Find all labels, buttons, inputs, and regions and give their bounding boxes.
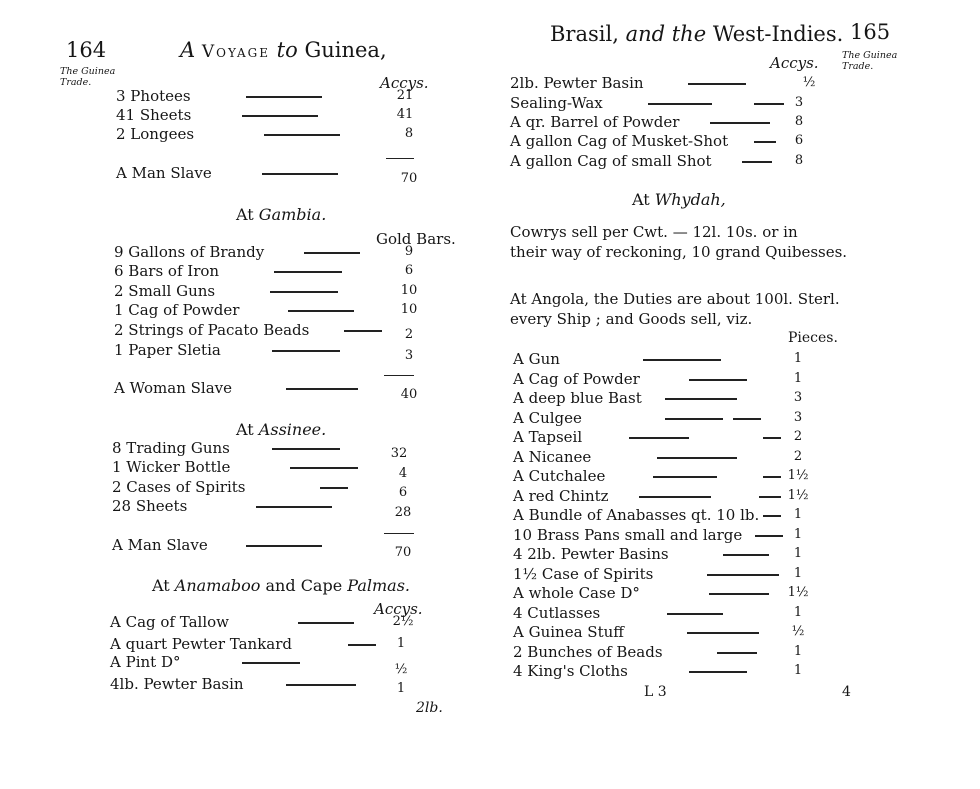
item-label: 4 Cutlasses <box>513 603 601 622</box>
item-value: 3 <box>404 348 414 363</box>
item-value: 8 <box>404 126 414 141</box>
item-label: 6 Bars of Iron <box>114 262 220 280</box>
item-value: 1 <box>396 681 406 696</box>
item-value: 6 <box>398 485 408 500</box>
list-item <box>513 661 833 681</box>
list-item <box>110 652 430 677</box>
item-label: 10 Brass Pans small and large <box>513 525 743 544</box>
running-head <box>180 38 387 62</box>
item-label: 2 Small Guns <box>114 282 216 300</box>
item-label: 41 Sheets <box>116 106 192 124</box>
item-label: A Cutchalee <box>513 467 606 485</box>
item-value: 3 <box>794 95 804 110</box>
list-item <box>510 151 830 171</box>
item-label: A Woman Slave <box>114 379 232 397</box>
item-label: 4 King's Cloths <box>513 662 628 680</box>
list-item <box>112 457 432 481</box>
item-value: 1½ <box>787 468 809 483</box>
section-heading-gambia: At Gambia. <box>236 205 327 224</box>
item-label: 1½ Case of Spirits <box>513 564 654 583</box>
item-label: Sealing-Wax <box>510 94 603 112</box>
list-item <box>116 124 426 144</box>
section-heading-anamaboo: At Anamaboo and Cape Palmas. <box>152 576 410 595</box>
running-head-to: to <box>276 38 298 62</box>
item-value: 8 <box>794 153 804 168</box>
item-value: 6 <box>404 263 414 278</box>
item-label: A Pint D° <box>110 653 181 671</box>
side-note <box>842 50 897 72</box>
list-item <box>513 525 833 545</box>
item-value: 41 <box>396 107 414 122</box>
item-value: 1 <box>793 643 803 659</box>
item-value: 1 <box>793 565 803 581</box>
item-value: 1 <box>793 526 803 542</box>
column-heading: Gold Bars. <box>376 230 456 248</box>
item-label: A Guinea Stuff <box>513 623 624 641</box>
item-label: A deep blue Bast <box>513 389 642 407</box>
item-label: A whole Case D° <box>513 584 640 602</box>
list-item <box>513 544 833 564</box>
item-value: 2 <box>793 448 803 464</box>
item-value: ½ <box>802 75 816 90</box>
section-heading-assinee: At Assinee. <box>236 420 327 439</box>
item-value: 3 <box>793 390 803 405</box>
side-note-line: The Guinea <box>60 66 116 77</box>
item-label: 2 Cases of Spirits <box>112 478 246 496</box>
item-label: A quart Pewter Tankard <box>110 635 292 653</box>
column-heading: Accys. <box>770 54 819 72</box>
item-label: 4lb. Pewter Basin <box>110 675 244 693</box>
list-item <box>513 349 833 369</box>
list-item <box>513 447 833 467</box>
item-label: 1 Paper Sletia <box>114 341 221 359</box>
item-value: 70 <box>400 171 418 186</box>
list-item <box>114 340 434 363</box>
item-value: 10 <box>400 283 418 298</box>
item-label: 8 Trading Guns <box>112 439 230 457</box>
item-label: A Culgee <box>513 408 582 427</box>
item-label: 1 Wicker Bottle <box>112 458 231 476</box>
paragraph-line: Cowrys sell per Cwt. — 12l. 10s. or in <box>510 223 798 241</box>
paragraph-line: every Ship ; and Goods sell, viz. <box>510 310 753 328</box>
column-heading: Pieces. <box>788 330 838 346</box>
column-heading: Accys. <box>380 74 429 92</box>
running-head-prefix: A <box>180 38 196 62</box>
list-item <box>110 634 430 654</box>
list-item <box>114 320 434 340</box>
column-heading: Accys. <box>374 600 423 618</box>
list-item <box>116 105 426 125</box>
item-value: 2½ <box>392 614 414 629</box>
list-item <box>110 612 430 632</box>
item-label: A Tapseil <box>513 428 583 446</box>
item-value: 3 <box>793 409 803 425</box>
item-label: A Cag of Powder <box>513 369 640 388</box>
running-head <box>550 22 843 46</box>
list-item <box>513 388 833 408</box>
item-value: 21 <box>396 88 414 103</box>
item-value: 1 <box>396 636 406 651</box>
total-row <box>114 378 434 402</box>
item-label: A Gun <box>513 350 560 368</box>
item-label: 28 Sheets <box>112 497 188 515</box>
list-item <box>513 466 833 486</box>
item-value: 32 <box>390 446 408 461</box>
item-label: A qr. Barrel of Powder <box>510 113 680 131</box>
side-note-line: Trade. <box>60 77 92 88</box>
section-heading-whydah: At Whydah, <box>632 190 726 209</box>
list-item <box>513 427 833 447</box>
list-item <box>112 438 432 461</box>
list-item <box>513 583 833 603</box>
item-label: 9 Gallons of Brandy <box>114 243 265 261</box>
item-value: 4 <box>398 466 408 481</box>
total-row <box>116 163 426 186</box>
page-number: 164 <box>66 38 107 62</box>
list-item <box>510 93 830 113</box>
list-item <box>513 505 833 525</box>
list-item <box>112 496 432 520</box>
running-head-place: Brasil, <box>550 22 619 46</box>
paragraph-angola <box>510 289 840 329</box>
item-value: 1 <box>793 546 803 561</box>
item-value: 6 <box>794 133 804 148</box>
item-value: 10 <box>400 302 418 317</box>
running-head-place: Guinea, <box>304 38 387 62</box>
list-item <box>513 642 833 662</box>
paragraph-whydah <box>510 222 847 262</box>
running-head-rest: West-Indies. <box>712 22 844 46</box>
item-value: 1 <box>793 351 803 366</box>
item-value: 28 <box>394 505 412 520</box>
item-value: ½ <box>394 662 408 677</box>
item-label: A Nicanee <box>513 447 592 466</box>
list-item <box>112 477 432 500</box>
item-label: 3 Photees <box>116 87 191 105</box>
catchword: 4 <box>842 684 851 700</box>
signature-mark: L 3 <box>644 684 667 700</box>
item-value: 1½ <box>787 487 809 503</box>
list-item <box>114 300 434 320</box>
item-label: A gallon Cag of small Shot <box>510 152 712 170</box>
list-item <box>110 674 430 694</box>
item-label: A Man Slave <box>112 536 208 554</box>
list-item <box>510 112 830 132</box>
list-item <box>114 281 434 301</box>
item-value: ½ <box>791 624 805 639</box>
item-label: A gallon Cag of Musket-Shot <box>510 132 729 150</box>
item-label: A red Chintz <box>513 486 609 505</box>
item-value: 9 <box>404 244 414 259</box>
list-item <box>114 261 434 281</box>
list-item <box>114 242 434 262</box>
item-value: 1 <box>793 663 803 678</box>
total-row <box>112 535 432 560</box>
side-note-line: Trade. <box>842 61 874 72</box>
list-item <box>510 131 830 151</box>
list-item <box>513 564 833 584</box>
item-label: 2 Longees <box>116 125 195 143</box>
item-value: 40 <box>400 387 418 402</box>
item-value: 1 <box>793 507 803 522</box>
list-item <box>513 486 833 506</box>
item-value: 1½ <box>787 585 809 600</box>
list-item <box>513 369 833 389</box>
list-item <box>513 603 833 623</box>
item-label: 2lb. Pewter Basin <box>510 74 644 92</box>
paragraph-line: At Angola, the Duties are about 100l. Sterl. <box>510 290 840 308</box>
right-page <box>490 0 980 789</box>
list-item <box>510 73 830 93</box>
item-label: A Man Slave <box>116 164 212 182</box>
page-number: 165 <box>850 20 891 44</box>
running-head-and: and the <box>625 22 707 46</box>
side-note-line: The Guinea <box>842 50 898 61</box>
list-item <box>513 408 833 428</box>
item-value: 1 <box>793 370 803 386</box>
item-label: A Bundle of Anabasses qt. 10 lb. <box>513 506 760 524</box>
item-value: 8 <box>794 114 804 129</box>
catchword: 2lb. <box>416 700 443 716</box>
item-value: 2 <box>404 327 414 342</box>
item-label: A Cag of Tallow <box>110 613 229 631</box>
running-head-voyage: Voyage <box>201 42 270 62</box>
paragraph-line: their way of reckoning, 10 grand Quibesses. <box>510 243 848 261</box>
item-value: 70 <box>394 545 412 560</box>
item-label: 4 2lb. Pewter Basins <box>513 545 669 563</box>
item-label: 2 Strings of Pacato Beads <box>114 321 310 339</box>
side-note <box>60 66 115 88</box>
item-value: 2 <box>793 429 803 444</box>
item-value: 1 <box>793 604 803 620</box>
list-item <box>513 622 833 642</box>
list-item <box>116 86 426 106</box>
item-label: 2 Bunches of Beads <box>513 642 663 661</box>
item-label: 1 Cag of Powder <box>114 301 240 319</box>
